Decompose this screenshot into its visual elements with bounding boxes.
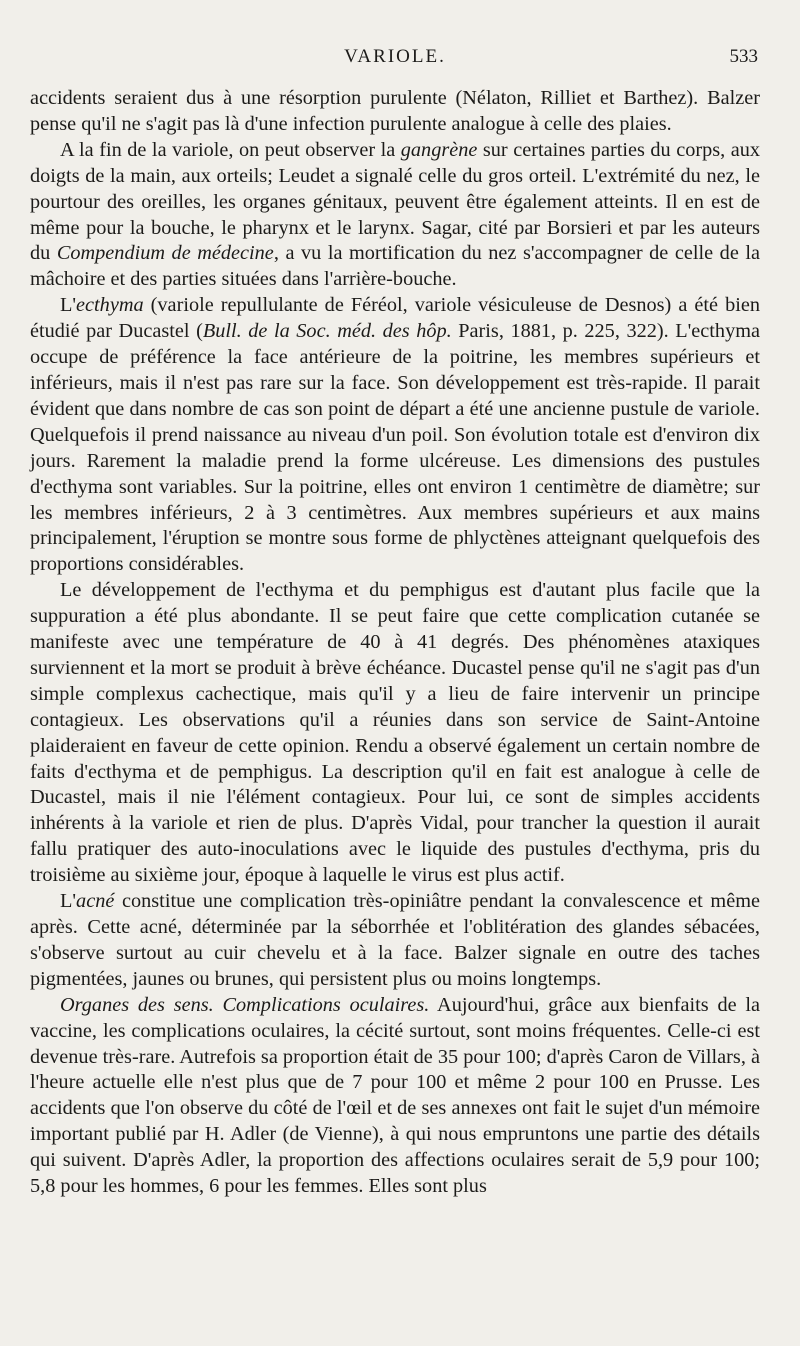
text-segment: L' (60, 294, 77, 317)
text-segment: Aujourd'hui, grâce aux bienfaits de la vaccine, les complications oculaires, la cécité surtout, sont moins fréquentes. Celle-ci est devenue très-rare. Autrefois sa proportion était de 35 pour 100; d'après Caron de Villars, à l'heure actuelle elle n'est plus que de 7 pour 100 et même 2 pour 100 en Prusse. Les accidents que l'on observe du côté de l'œil et de ses annexes ont fait le sujet d'un mémoire important publié par H. Adler (de Vienne), à qui nous empruntons une partie des détails qui suivent. D'après Adler, la proportion des affections oculaires serait de 5,9 pour 100; 5,8 pour les hommes, 6 pour les femmes. Elles sont plus (30, 993, 761, 1198)
italic-text: Bull. de la Soc. méd. des hôp. (202, 320, 452, 343)
text-segment: accidents seraient dus à une résorption purulente (Nélaton, Rilliet et Barthez). Balzer pense qu'il ne s'agit pas là d'une infection purulente analogue à celle des plaies. (30, 87, 760, 135)
italic-text: Organes des sens. Complications oculaires. (60, 993, 430, 1016)
page-number: 533 (729, 46, 758, 67)
text-segment: A la fin de la variole, on peut observer la (60, 138, 401, 161)
italic-text: acné (76, 890, 115, 913)
paragraph (30, 293, 760, 578)
text-segment: constitue une complication très-opiniâtre pendant la convalescence et même après. Cette acné, déterminée par la séborrhée et l'oblitération des glandes sébacées, s'observe surtout au cuir chevelu et à la face. Balzer signale en outre des taches pigmentées, jaunes ou brunes, qui persistent plus ou moins longtemps. (30, 890, 760, 990)
text-segment: (variole repullulante de Féréol, variole vésiculeuse de Desnos) a été bien étudié par Ducastel ( (30, 294, 760, 343)
italic-text: gangrène (400, 138, 478, 161)
text-segment: L' (60, 890, 77, 913)
paragraph (30, 86, 760, 138)
text-segment: Paris, 1881, p. 225, 322). L'ecthyma occupe de préférence la face antérieure de la poitrine, les membres supérieurs et inférieurs, mais il n'est pas rare sur la face. Son développement est très-rapide. Il parait évident que dans nombre de cas son point de départ a été une ancienne pustule de variole. Quelquefois il prend naissance au niveau d'un poil. Son évolution totale est d'environ dix jours. Rarement la maladie prend la forme ulcéreuse. Les dimensions des pustules d'ecthyma sont variables. Sur la poitrine, elles ont environ 1 centimètre de diamètre; sur les membres inférieurs, 2 à 3 centimètres. Aux membres supérieurs et aux mains principalement, l'éruption se montre sous forme de phlyctènes atteignant quelquefois des proportions considérables. (30, 320, 760, 576)
running-title: VARIOLE. (344, 46, 446, 67)
paragraph (30, 578, 760, 889)
text-segment: , a vu la mortification du nez s'accompagner de celle de la mâchoire et des parties situées dans l'arrière-bouche. (30, 242, 761, 291)
text-segment: sur certaines parties du corps, aux doigts de la main, aux orteils; Leudet a signalé celle du gros orteil. L'extrémité du nez, le pourtour des oreilles, les organes génitaux, peuvent être également atteints. Il en est de même pour la bouche, le pharynx et le larynx. Sagar, cité par Borsieri et par les auteurs du (30, 138, 760, 265)
paragraph (30, 993, 760, 1200)
italic-text: ecthyma (76, 294, 144, 317)
body-text (30, 86, 760, 1200)
italic-text: Compendium de médecine (56, 242, 274, 265)
paragraph (30, 138, 760, 293)
text-segment: Le développement de l'ecthyma et du pemphigus est d'autant plus facile que la suppuration a été plus abondante. Il se peut faire que cette complication cutanée se manifeste avec une température de 40 à 41 degrés. Des phénomènes ataxiques surviennent et la mort se produit à brève échéance. Ducastel pense qu'il ne s'agit pas d'un simple complexus cachectique, mais qu'il y a lieu de faire intervenir un principe contagieux. Les observations qu'il a réunies dans son service de Saint-Antoine plaideraient en faveur de cette opinion. Rendu a observé également un certain nombre de faits d'ecthyma et de pemphigus. La description qu'il en fait est analogue à celle de Ducastel, mais il nie l'élément contagieux. Pour lui, ce sont de simples accidents inhérents à la variole et rien de plus. D'après Vidal, pour trancher la question il aurait fallu pratiquer des auto-inoculations avec le liquide des pustules d'ecthyma, pris du troisième au sixième jour, époque à laquelle le virus est plus actif. (30, 579, 760, 887)
page-header (30, 44, 760, 78)
paragraph (30, 889, 760, 993)
